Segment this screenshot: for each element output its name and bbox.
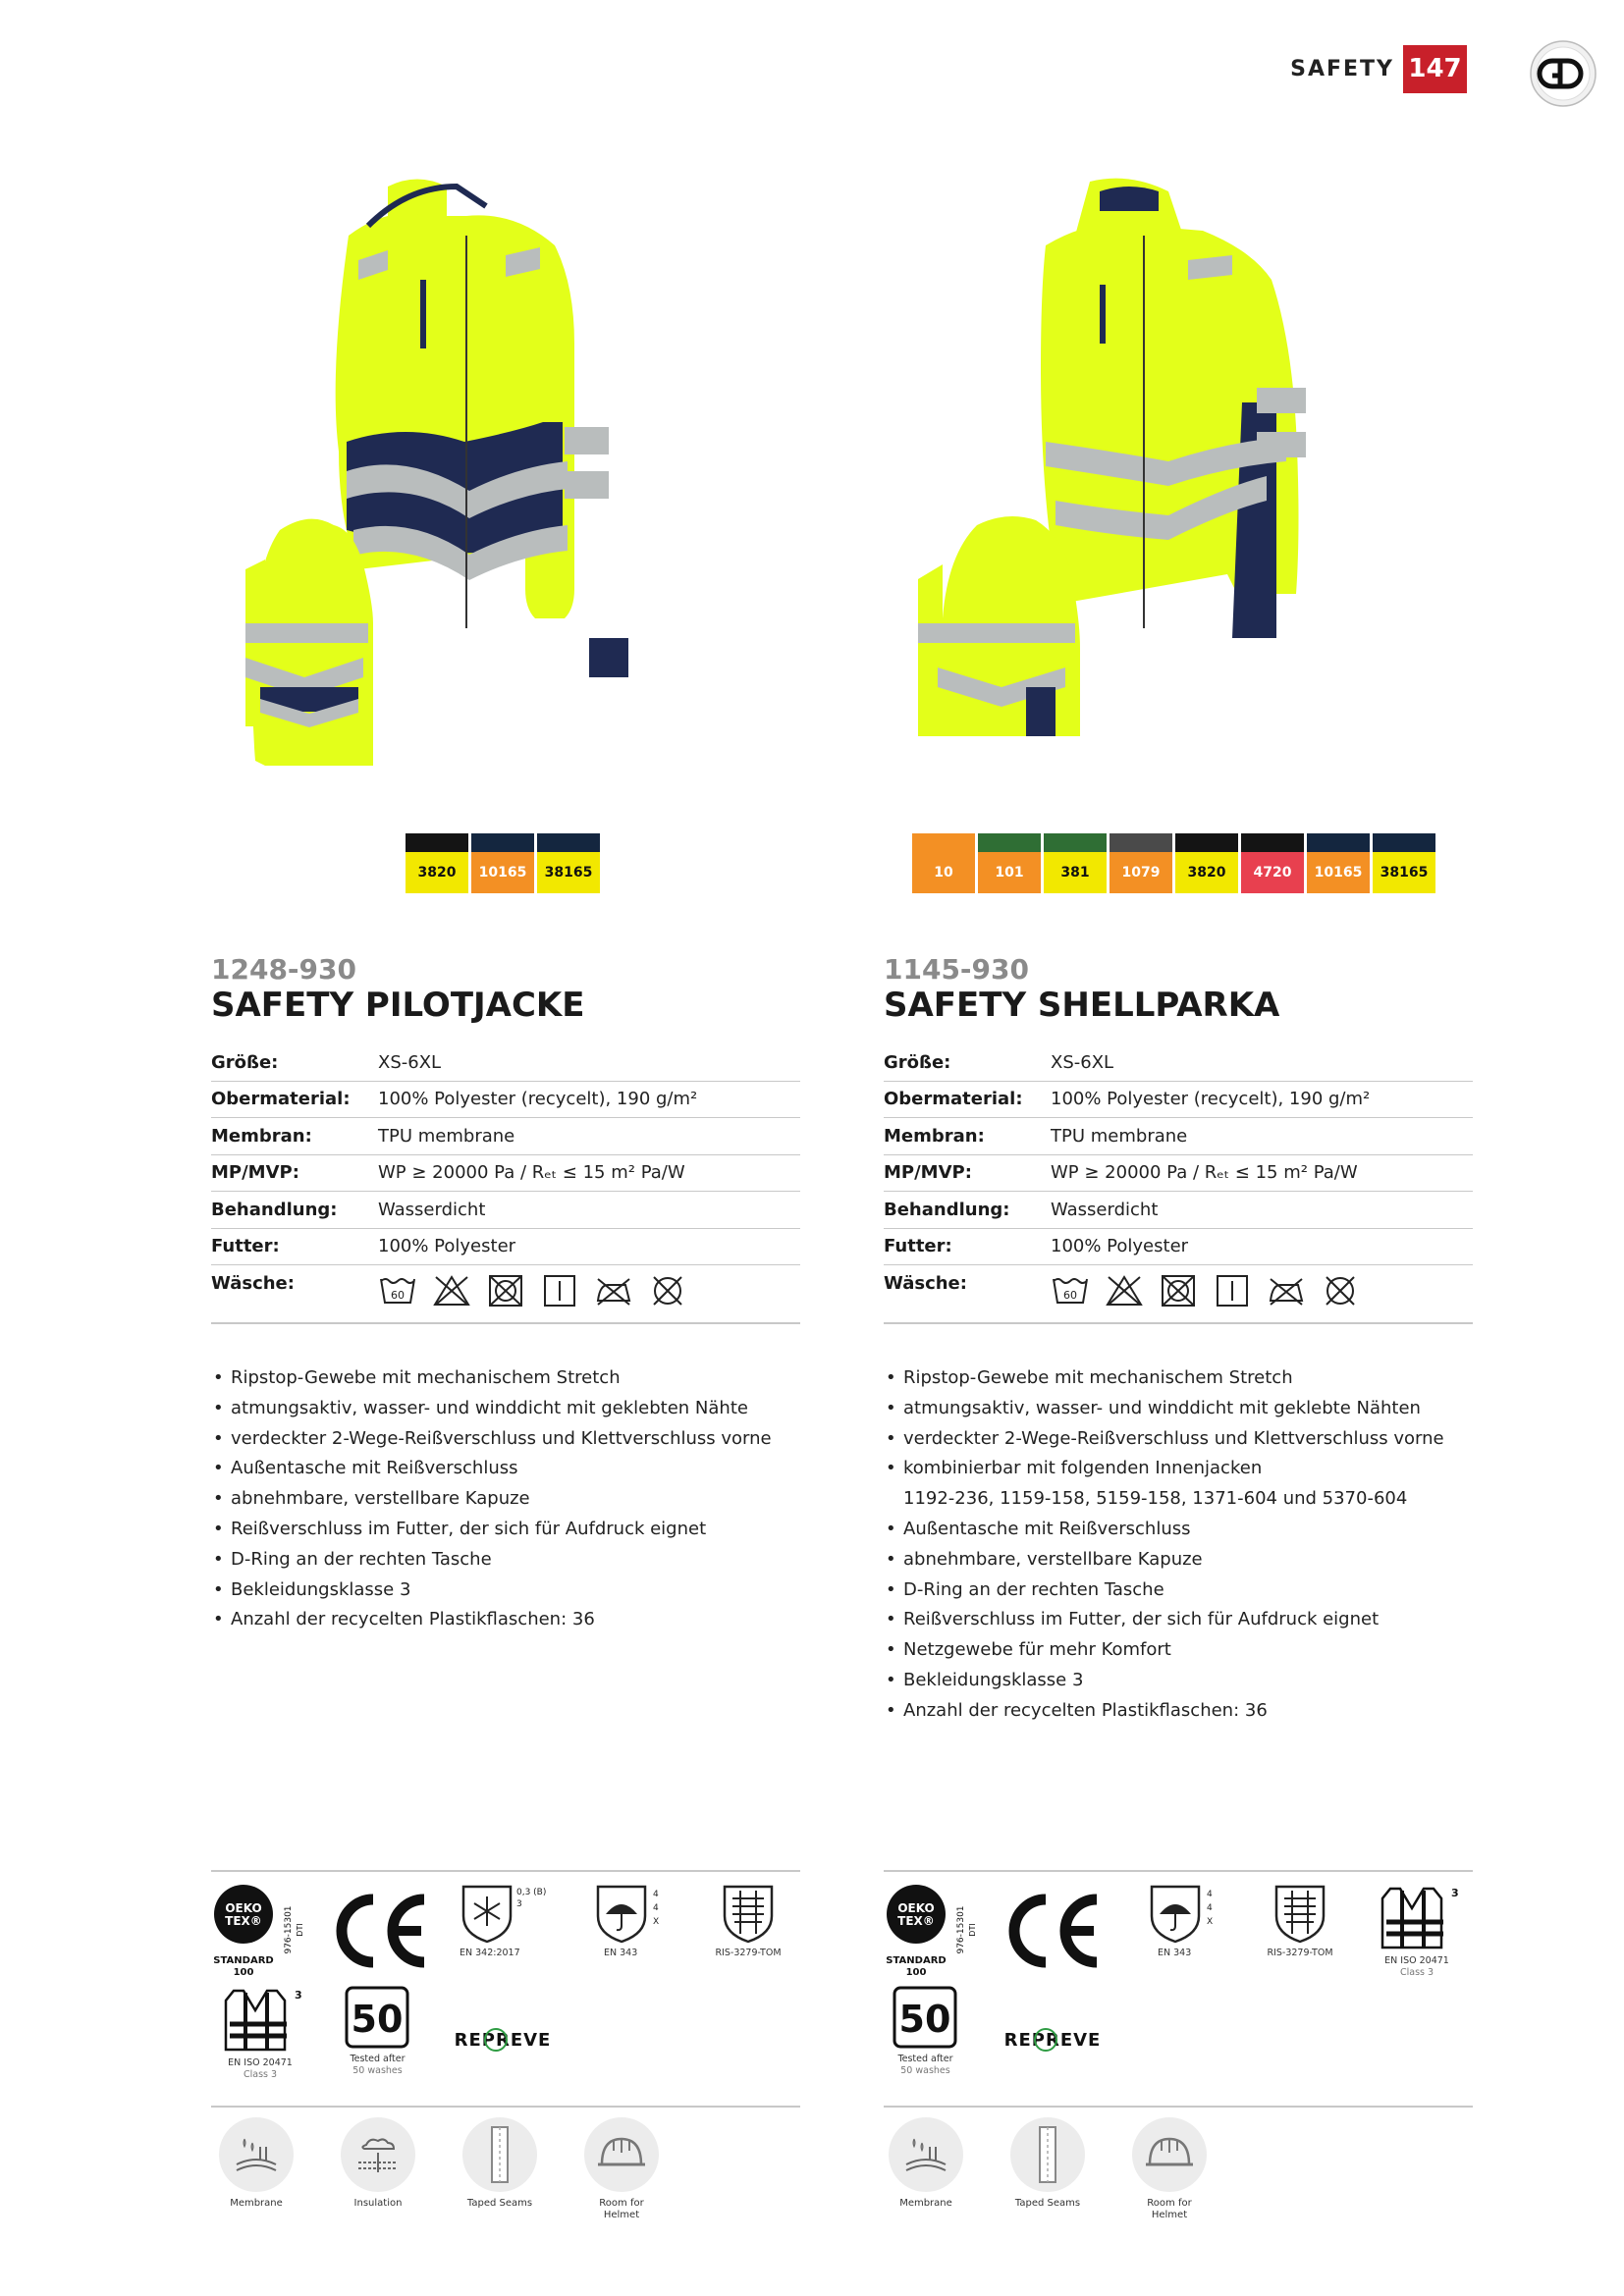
swatch-top-color (537, 833, 600, 852)
color-swatch (537, 833, 600, 893)
feature-label: Taped Seams (1014, 2198, 1081, 2209)
list-item: • abnehmbare, verstellbare Kapuze (211, 1484, 800, 1515)
svg-text:4: 4 (653, 1903, 659, 1913)
swatch-code: 3820 (406, 852, 468, 893)
feature-badge (577, 2117, 666, 2221)
feature-badge (1125, 2117, 1214, 2221)
oeko-tex-badge (208, 1883, 316, 1985)
repreve-logo (452, 2026, 554, 2057)
list-item: • Außentasche mit Reißverschluss (884, 1515, 1473, 1545)
en343-label: EN 343 (604, 1948, 638, 1958)
spec-value: 100% Polyester (378, 1236, 516, 1257)
no-bleach-icon (432, 1273, 471, 1308)
membrane-icon (889, 2117, 963, 2192)
cert-divider-right (884, 2106, 1473, 2108)
svg-text:100: 100 (233, 1967, 254, 1978)
svg-text:50: 50 (898, 1998, 951, 2041)
list-item: • atmungsaktiv, wasser- und winddicht mit geklebten Nähte (211, 1394, 800, 1424)
spec-label: Futter: (884, 1236, 952, 1257)
washes-label-2: 50 washes (352, 2064, 403, 2076)
spec-label: Behandlung: (211, 1199, 338, 1220)
article-number: 1248-930 (211, 953, 356, 986)
feature-badge (1003, 2117, 1092, 2210)
color-swatches-left (406, 833, 600, 893)
swatch-code: 10165 (471, 852, 534, 893)
svg-text:OEKO: OEKO (897, 1901, 935, 1915)
swatch-code: 10 (912, 852, 975, 893)
svg-text:STANDARD: STANDARD (886, 1955, 947, 1966)
spec-label: Größe: (211, 1051, 279, 1073)
svg-text:4: 4 (1207, 1903, 1213, 1913)
spec-row (211, 1118, 800, 1155)
spec-value: 100% Polyester (1051, 1236, 1189, 1257)
snowflake-shield-icon (458, 1883, 551, 1944)
wash-60-icon (378, 1273, 417, 1308)
svg-text:REPREVE: REPREVE (1003, 2030, 1102, 2051)
cert-section-right (884, 1870, 1473, 1872)
feature-label: Insulation (353, 2198, 403, 2209)
svg-text:STANDARD: STANDARD (213, 1955, 274, 1966)
svg-text:50: 50 (351, 1998, 404, 2041)
spec-value: Wasserdicht (1051, 1199, 1159, 1220)
list-item: • Bekleidungsklasse 3 (211, 1575, 800, 1606)
swatch-code: 1079 (1110, 852, 1172, 893)
hivis-vest-icon (216, 1985, 304, 2054)
svg-text:3: 3 (1451, 1887, 1459, 1899)
pilot-jacket-image (241, 177, 673, 766)
spec-row-care (211, 1265, 800, 1324)
list-item: • Anzahl der recycelten Plastikflaschen: 36 (884, 1696, 1473, 1727)
feature-label: Membrane (899, 2198, 952, 2209)
swatch-top-color (1241, 833, 1304, 852)
list-item: • atmungsaktiv, wasser- und winddicht mit geklebte Nähten (884, 1394, 1473, 1424)
ris-label: RIS-3279-TOM (715, 1948, 782, 1958)
fifty-washes-icon (889, 1985, 962, 2050)
en342-label: EN 342:2017 (460, 1948, 520, 1958)
spec-label: MP/MVP: (211, 1162, 299, 1184)
swatch-top-color (1044, 833, 1107, 852)
spec-row (211, 1044, 800, 1082)
cert-divider-left (211, 2106, 800, 2108)
swatch-code: 4720 (1241, 852, 1304, 893)
ce-mark-icon (1001, 1890, 1105, 1973)
spec-label: Futter: (211, 1236, 280, 1257)
ris-label: RIS-3279-TOM (1267, 1948, 1333, 1958)
ce-mark-icon (329, 1890, 432, 1973)
spec-label: Größe: (884, 1051, 951, 1073)
en20471-class-label: Class 3 (243, 2068, 278, 2080)
list-item: • Bekleidungsklasse 3 (884, 1666, 1473, 1696)
spec-row (884, 1192, 1473, 1229)
spec-row (884, 1082, 1473, 1119)
spec-value: XS-6XL (378, 1051, 442, 1073)
ris-badge (1257, 1883, 1343, 1959)
swatch-top-color (1373, 833, 1435, 852)
hivis-vest-icon (1373, 1883, 1461, 1951)
spec-table (211, 1044, 800, 1324)
swatch-top-color (912, 833, 975, 852)
cert-section-left (211, 1870, 800, 1872)
spec-value: WP ≥ 20000 Pa / Rₑₜ ≤ 15 m² Pa/W (378, 1162, 685, 1184)
list-item: • Außentasche mit Reißverschluss (211, 1454, 800, 1484)
shell-parka-image (908, 177, 1360, 766)
feature-list (211, 1363, 800, 1635)
room-for-helmet-icon (1132, 2117, 1207, 2192)
svg-text:0,3 (B): 0,3 (B) (516, 1888, 547, 1897)
svg-text:DTI: DTI (968, 1923, 977, 1937)
washes-label-1: Tested after (350, 2054, 406, 2064)
spec-value: 100% Polyester (recycelt), 190 g/m² (1051, 1089, 1371, 1110)
washes-label-2: 50 washes (900, 2064, 950, 2076)
svg-text:60: 60 (391, 1289, 405, 1303)
en343-label: EN 343 (1158, 1948, 1192, 1958)
swatch-code: 10165 (1307, 852, 1370, 893)
color-swatch (1044, 833, 1107, 893)
spec-value: Wasserdicht (378, 1199, 486, 1220)
svg-text:X: X (653, 1917, 660, 1927)
spec-row (884, 1229, 1473, 1266)
spec-label: MP/MVP: (884, 1162, 972, 1184)
swatch-code: 3820 (1175, 852, 1238, 893)
oeko-tex-icon (881, 1883, 989, 1981)
color-swatch (471, 833, 534, 893)
spec-value: TPU membrane (378, 1125, 515, 1147)
svg-text:3: 3 (295, 1989, 302, 2002)
list-item: • verdeckter 2-Wege-Reißverschluss und Klettverschluss vorne (884, 1424, 1473, 1455)
no-dry-clean-icon (648, 1273, 687, 1308)
repreve-logo (1001, 2026, 1104, 2057)
svg-text:4: 4 (1207, 1890, 1213, 1899)
spec-label: Wäsche: (211, 1273, 295, 1295)
svg-text:TEX®: TEX® (897, 1914, 935, 1928)
en20471-class-label: Class 3 (1399, 1966, 1435, 1978)
feature-badge (212, 2117, 300, 2210)
svg-text:100: 100 (905, 1967, 927, 1978)
no-iron-icon (594, 1273, 633, 1308)
spec-value: 100% Polyester (recycelt), 190 g/m² (378, 1089, 698, 1110)
spec-row (884, 1155, 1473, 1193)
swatch-top-color (1175, 833, 1238, 852)
list-item: • D-Ring an der rechten Tasche (884, 1575, 1473, 1606)
feature-list (884, 1363, 1473, 1727)
feature-label: Room for Helmet (1147, 2198, 1192, 2220)
color-swatch (1241, 833, 1304, 893)
spec-row (884, 1118, 1473, 1155)
feature-badge (882, 2117, 970, 2210)
svg-text:DTI: DTI (296, 1923, 304, 1937)
spec-label: Wäsche: (884, 1273, 967, 1295)
svg-text:REPREVE: REPREVE (454, 2030, 552, 2051)
color-swatch (406, 833, 468, 893)
list-item: • D-Ring an der rechten Tasche (211, 1545, 800, 1575)
spec-label: Obermaterial: (884, 1089, 1023, 1110)
spec-label: Membran: (211, 1125, 312, 1147)
washes-badge (341, 1985, 414, 2077)
washes-label-1: Tested after (897, 2054, 953, 2064)
umbrella-shield-icon (1146, 1883, 1224, 1944)
swatch-top-color (406, 833, 468, 852)
spec-row (211, 1155, 800, 1193)
spec-value: XS-6XL (1051, 1051, 1114, 1073)
en342-badge (458, 1883, 551, 1959)
article-number: 1145-930 (884, 953, 1029, 986)
membrane-icon (219, 2117, 294, 2192)
color-swatch (1175, 833, 1238, 893)
swatch-top-color (978, 833, 1041, 852)
product-column-right (884, 952, 1473, 1727)
color-swatch (978, 833, 1041, 893)
no-bleach-icon (1105, 1273, 1144, 1308)
spec-label: Behandlung: (884, 1199, 1010, 1220)
spec-row (884, 1044, 1473, 1082)
feature-badge (456, 2117, 544, 2210)
spec-label: Obermaterial: (211, 1089, 351, 1110)
brand-logo-icon (1529, 39, 1597, 108)
ris-badge (705, 1883, 791, 1959)
list-item: • Ripstop-Gewebe mit mechanischem Stretch (211, 1363, 800, 1394)
spec-value: TPU membrane (1051, 1125, 1188, 1147)
list-item: • Netzgewebe für mehr Komfort (884, 1635, 1473, 1666)
page-number-badge: 147 (1403, 45, 1467, 93)
umbrella-shield-icon (592, 1883, 671, 1944)
feature-label: Membrane (230, 2198, 283, 2209)
svg-text:TEX®: TEX® (225, 1914, 262, 1928)
product-column-left (211, 952, 800, 1635)
svg-text:60: 60 (1063, 1289, 1077, 1303)
section-title: SAFETY (1290, 57, 1394, 81)
feature-badge (334, 2117, 422, 2210)
color-swatch (1110, 833, 1172, 893)
en20471-badge (216, 1985, 304, 2081)
line-dry-icon (540, 1273, 579, 1308)
insulation-icon (341, 2117, 415, 2192)
repreve-logo-icon (452, 2026, 554, 2054)
swatch-code: 381 (1044, 852, 1107, 893)
svg-text:OEKO: OEKO (225, 1901, 262, 1915)
color-swatches-right (912, 833, 1435, 893)
product-name: SAFETY PILOTJACKE (211, 986, 585, 1025)
feature-label: Taped Seams (466, 2198, 533, 2209)
spec-row-care (884, 1265, 1473, 1324)
spec-value: WP ≥ 20000 Pa / Rₑₜ ≤ 15 m² Pa/W (1051, 1162, 1358, 1184)
list-item: • kombinierbar mit folgenden Innenjacken (884, 1454, 1473, 1484)
line-dry-icon (1213, 1273, 1252, 1308)
feature-label: Room for Helmet (599, 2198, 644, 2220)
list-item: • abnehmbare, verstellbare Kapuze (884, 1545, 1473, 1575)
en343-badge (1146, 1883, 1224, 1959)
list-item: • Reißverschluss im Futter, der sich für Aufdruck eignet (884, 1605, 1473, 1635)
en343-badge (592, 1883, 671, 1959)
spec-table (884, 1044, 1473, 1324)
svg-text:976-15301: 976-15301 (284, 1905, 294, 1954)
product-name: SAFETY SHELLPARKA (884, 986, 1280, 1025)
taped-seams-icon (1010, 2117, 1085, 2192)
taped-seams-icon (462, 2117, 537, 2192)
list-item: • verdeckter 2-Wege-Reißverschluss und Klettverschluss vorne (211, 1424, 800, 1455)
no-dry-clean-icon (1321, 1273, 1360, 1308)
spec-row (211, 1082, 800, 1119)
room-for-helmet-icon (584, 2117, 659, 2192)
en20471-label: EN ISO 20471 (228, 2057, 293, 2068)
svg-text:4: 4 (653, 1890, 659, 1899)
en20471-label: EN ISO 20471 (1384, 1955, 1449, 1966)
no-tumble-dry-icon (1159, 1273, 1198, 1308)
svg-text:X: X (1207, 1917, 1214, 1927)
color-swatch (1373, 833, 1435, 893)
no-iron-icon (1267, 1273, 1306, 1308)
swatch-code: 38165 (537, 852, 600, 893)
no-tumble-dry-icon (486, 1273, 525, 1308)
color-swatch (912, 833, 975, 893)
list-item: 1192-236, 1159-158, 5159-158, 1371-604 und 5370-604 (903, 1488, 1408, 1510)
en20471-badge (1373, 1883, 1461, 1979)
wash-60-icon (1051, 1273, 1090, 1308)
fifty-washes-icon (341, 1985, 414, 2050)
rail-shield-icon (719, 1883, 778, 1944)
washes-badge (889, 1985, 962, 2077)
swatch-top-color (1307, 833, 1370, 852)
oeko-tex-badge (881, 1883, 989, 1985)
swatch-top-color (1110, 833, 1172, 852)
spec-row (211, 1192, 800, 1229)
swatch-code: 38165 (1373, 852, 1435, 893)
repreve-logo-icon (1001, 2026, 1104, 2054)
rail-shield-icon (1271, 1883, 1329, 1944)
list-item: • Reißverschluss im Futter, der sich für Aufdruck eignet (211, 1515, 800, 1545)
color-swatch (1307, 833, 1370, 893)
svg-text:976-15301: 976-15301 (956, 1905, 966, 1954)
swatch-top-color (471, 833, 534, 852)
list-item: • Anzahl der recycelten Plastikflaschen: 36 (211, 1605, 800, 1635)
spec-label: Membran: (884, 1125, 985, 1147)
oeko-tex-icon (208, 1883, 316, 1981)
list-item: • Ripstop-Gewebe mit mechanischem Stretch (884, 1363, 1473, 1394)
care-icons (1051, 1273, 1360, 1308)
spec-row (211, 1229, 800, 1266)
care-icons (378, 1273, 687, 1308)
svg-text:3: 3 (516, 1899, 522, 1909)
swatch-code: 101 (978, 852, 1041, 893)
